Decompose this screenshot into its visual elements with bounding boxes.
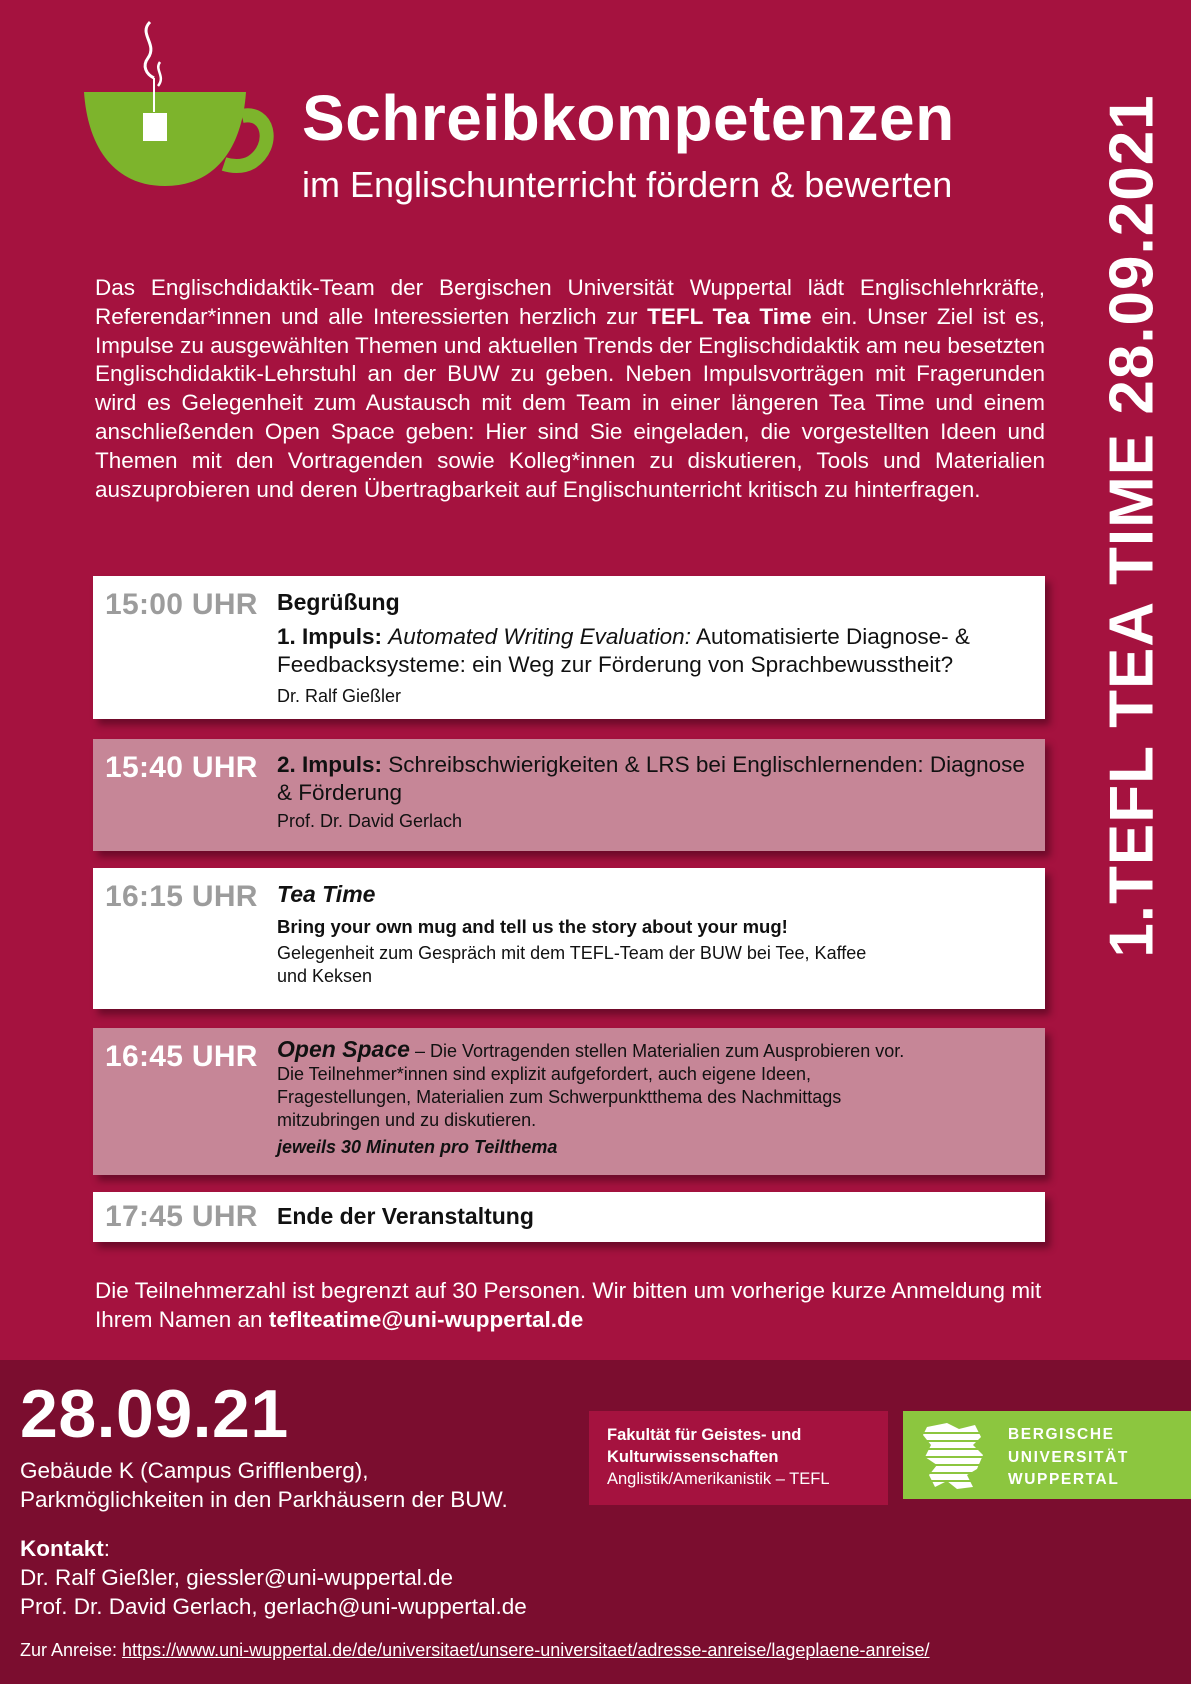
route-link[interactable]: https://www.uni-wuppertal.de/de/universitaet/unsere-universitaet/adresse-anreise/lageplaene-anreise/ — [122, 1640, 930, 1660]
schedule-row-1615 — [93, 868, 1045, 1009]
schedule-row-1540 — [93, 739, 1045, 851]
schedule-row-1500 — [93, 576, 1045, 719]
schedule-content — [277, 588, 1027, 708]
schedule-row-1645 — [93, 1028, 1045, 1175]
schedule-time: 16:45 UHR — [105, 1040, 258, 1073]
registration-email[interactable]: teflteatime@uni-wuppertal.de — [268, 1307, 584, 1332]
schedule-row-1745 — [93, 1192, 1045, 1242]
schedule-content — [277, 1202, 1027, 1231]
schedule-description: Open Space – Die Vortragenden stellen Materialien zum Ausprobieren vor. — [277, 1036, 905, 1062]
schedule-content — [277, 1038, 1027, 1159]
schedule-detail: Die Teilnehmer*innen sind explizit aufgefordert, auch eigene Ideen, Fragestellungen, Materialien zum Schwerpunktthema des Nachmittags mitzubringen und zu diskutieren. — [277, 1064, 842, 1130]
schedule-footer: jeweils 30 Minuten pro Teilthema — [277, 1137, 558, 1157]
schedule-heading: Tea Time — [277, 881, 376, 907]
schedule-bold-line: Bring your own mug and tell us the story about your mug! — [277, 916, 788, 937]
schedule-heading: Begrüßung — [277, 589, 400, 615]
speaker-name: Prof. Dr. David Gerlach — [277, 811, 463, 831]
contact-gerlach[interactable]: Prof. Dr. David Gerlach, gerlach@uni-wuppertal.de — [20, 1594, 527, 1619]
route-info: Zur Anreise: https://www.uni-wuppertal.de/de/universitaet/unsere-universitaet/adresse-anreise/lageplaene-anreise/ — [20, 1640, 930, 1660]
vertical-banner: 1.TEFL TEA TIME 28.09.2021 — [1097, 94, 1167, 958]
schedule-description: 1. Impuls: Automated Writing Evaluation: Automatisierte Diagnose- & Feedbacksysteme: ein Weg zur Förderung von Sprachbewusstheit? — [277, 624, 970, 677]
schedule-time: 15:40 UHR — [105, 751, 258, 784]
schedule-description: 2. Impuls: Schreibschwierigkeiten & LRS bei Englischlernenden: Diagnose & Förderung — [277, 752, 1025, 805]
page-title: Schreibkompetenzen — [302, 82, 955, 154]
contact-info: Kontakt: Dr. Ralf Gießler, giessler@uni-wuppertal.de Prof. Dr. David Gerlach, gerlach@uni-wuppertal.de — [20, 1536, 527, 1619]
venue-info: Gebäude K (Campus Grifflenberg), Parkmöglichkeiten in den Parkhäusern der BUW. — [20, 1458, 508, 1512]
speaker-name: Dr. Ralf Gießler — [277, 686, 402, 706]
contact-gieszler[interactable]: Dr. Ralf Gießler, giessler@uni-wuppertal.de — [20, 1565, 454, 1590]
schedule-content — [277, 751, 1027, 833]
schedule-time: 17:45 UHR — [105, 1200, 258, 1233]
tea-cup-icon — [84, 18, 274, 208]
page-subtitle: im Englischunterricht fördern & bewerten — [302, 164, 953, 205]
intro-text: Das Englischdidaktik-Team der Bergischen Universität Wuppertal lädt Englischlehrkräfte, Referendar*innen und alle Interessierten herzlich zur TEFL Tea Time ein. Unser Ziel ist es, Impulse zu ausgewählten Themen und aktuellen Trends der Englischdidaktik am neu besetzten Englischdidaktik-Lehrstuhl an der BUW zu geben. Neben Impulsvorträgen mit Fragerunden wird es Gelegenheit zum Austausch mit dem Team in einer längeren Tea Time und einem anschließenden Open Space geben: Hier sind Sie eingeladen, die vorgestellten Ideen und Themen mit den Vortragenden sowie Kolleg*innen zu diskutieren, Tools und Materialien auszuprobieren und deren Übertragbarkeit auf Englischunterricht kritisch zu hinterfragen. — [95, 275, 1045, 502]
schedule-time: 15:00 UHR — [105, 588, 258, 621]
schedule-heading: Ende der Veranstaltung — [277, 1203, 534, 1229]
event-date: 28.09.21 — [20, 1376, 289, 1452]
schedule-content — [277, 880, 1027, 988]
contact-label: Kontakt — [20, 1536, 104, 1561]
registration-note: Die Teilnehmerzahl ist begrenzt auf 30 Personen. Wir bitten um vorherige kurze Anmeldung mit Ihrem Namen an teflteatime@uni-wuppertal.de — [95, 1278, 1042, 1332]
schedule-time: 16:15 UHR — [105, 880, 258, 913]
faculty-box: Fakultät für Geistes- und Kulturwissenschaften Anglistik/Amerikanistik – TEFL — [589, 1411, 888, 1505]
university-logo — [903, 1411, 1191, 1499]
lion-crest-icon — [917, 1419, 991, 1493]
university-name: BERGISCHE UNIVERSITÄT WUPPERTAL — [1008, 1426, 1129, 1488]
schedule-detail: Gelegenheit zum Gespräch mit dem TEFL-Team der BUW bei Tee, Kaffee und Keksen — [277, 943, 867, 986]
